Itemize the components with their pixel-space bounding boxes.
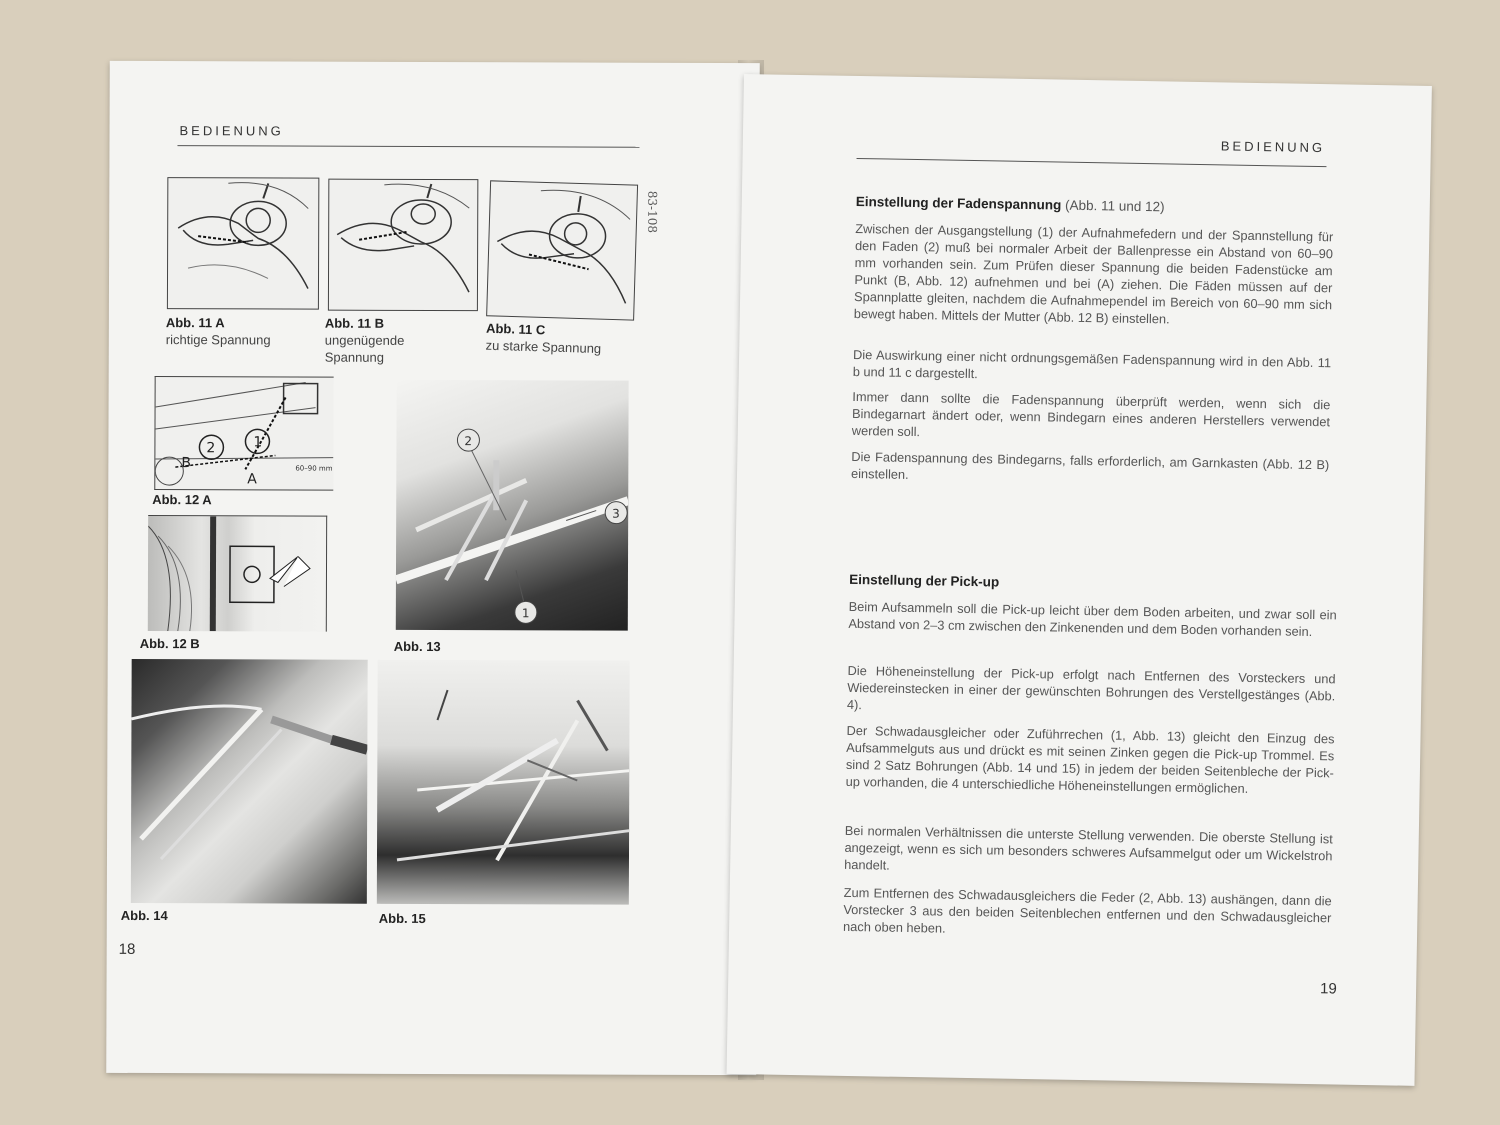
header-rule bbox=[857, 158, 1327, 167]
section-title-text: Einstellung der Pick-up bbox=[849, 571, 1000, 590]
figure-13-photo bbox=[396, 380, 629, 631]
figure-12b-caption bbox=[140, 635, 200, 652]
section-title-text: Einstellung der Fadenspannung bbox=[855, 193, 1062, 213]
figure-12a-mark-2: 2 bbox=[206, 440, 216, 457]
figure-12a-mark-1: 1 bbox=[253, 434, 263, 451]
section-title-pickup bbox=[849, 572, 999, 590]
figure-14-label: Abb. 14 bbox=[120, 907, 168, 924]
figure-14-photo bbox=[131, 659, 368, 904]
page-header: BEDIENUNG bbox=[1220, 138, 1326, 156]
right-page bbox=[727, 74, 1432, 1086]
section-title-ref: (Abb. 11 und 12) bbox=[1064, 197, 1165, 215]
figure-12b-label: Abb. 12 B bbox=[139, 635, 200, 652]
paragraph: Beim Aufsammeln soll die Pick-up leicht über dem Boden arbeiten, und zwar soll ein Abstand von 2–3 cm zwischen den Zinkenenden und dem Boden vorhanden sein. bbox=[848, 598, 1337, 640]
figure-11a-drawing bbox=[167, 177, 319, 310]
paragraph: Zum Entfernen des Schwadausgleichers die Feder (2, Abb. 13) aushängen, dann die Vorstecker 3 aus den beiden Seitenblechen entfernen und den Schwadausgleicher nach oben heben. bbox=[843, 884, 1332, 936]
figure-11b-text: ungenügende Spannung bbox=[324, 332, 405, 365]
figure-12a-mark-b: B bbox=[181, 455, 192, 472]
paragraph: Die Höheneinstellung der Pick-up erfolgt nach Entfernen des Vorsteckers und Wiedereinstecken in einer der gewünschten Bohrungen des Verstellgestänges (Abb. 4). bbox=[846, 662, 1336, 713]
figure-11a-text: richtige Spannung bbox=[165, 332, 271, 348]
figure-11b-drawing bbox=[328, 179, 478, 312]
figure-13-mark-3: 3 bbox=[612, 506, 620, 521]
figure-12a-label: Abb. 12 A bbox=[152, 492, 212, 508]
figure-11a-label: Abb. 11 A bbox=[165, 315, 225, 331]
figure-13-label: Abb. 13 bbox=[393, 638, 441, 655]
figure-11c-caption bbox=[485, 320, 602, 357]
figure-11c-label: Abb. 11 C bbox=[485, 320, 546, 338]
section-title-fadenspannung bbox=[856, 194, 1165, 214]
paragraph: Immer dann sollte die Fadenspannung überprüft werden, wenn sich die Bindegarnart ändert oder, wenn Bindegarn eines anderen Herstellers verwendet werden soll. bbox=[851, 388, 1331, 440]
figure-15-photo bbox=[377, 660, 630, 905]
paragraph: Die Auswirkung einer nicht ordnungsgemäßen Fadenspannung wird in den Abb. 11 b und 11 c dargestellt. bbox=[852, 346, 1332, 382]
figure-12a-caption bbox=[152, 491, 212, 508]
figure-13-caption bbox=[394, 638, 441, 655]
figure-11b-caption bbox=[325, 315, 435, 366]
figure-side-code: 83-108 bbox=[645, 190, 660, 234]
page-number-right: 19 bbox=[1319, 980, 1337, 998]
figure-11c-text: zu starke Spannung bbox=[485, 337, 602, 357]
figure-11a-caption bbox=[166, 314, 271, 348]
figure-11b-label: Abb. 11 B bbox=[324, 315, 385, 331]
paragraph: Zwischen der Ausgangstellung (1) der Aufnahmefedern und der Spannstellung für den Faden (2) muß bei normaler Arbeit der Ballenpresse ein Abstand von 60–90 mm vorhanden sein. Zum Prüfen dieser Spannung die beiden Fadenstücke am Punkt (B, Abb. 12) aufnehmen und bei (A) ziehen. Die Fäden müssen auf der Spannplatte gleiten, nachdem die Aufnahmependel im Bereich von 60–90 mm sich bewegt haben. Mittels der Mutter (Abb. 12 B) einstellen. bbox=[853, 220, 1334, 327]
header-rule bbox=[177, 145, 639, 148]
figure-13-mark-1: 1 bbox=[521, 606, 530, 621]
figure-15-label: Abb. 15 bbox=[378, 910, 426, 926]
page-header: BEDIENUNG bbox=[179, 123, 284, 139]
figure-12a-mark-distance: 60–90 mm bbox=[295, 464, 333, 473]
figure-13-mark-2: 2 bbox=[464, 434, 473, 449]
page-number-left: 18 bbox=[118, 940, 136, 958]
figure-14-caption bbox=[121, 907, 168, 924]
paragraph: Bei normalen Verhältnissen die unterste Stellung verwenden. Die oberste Stellung ist angezeigt, wenn es sich um besonders schweres Aufsammelgut oder um Wickelstroh handelt. bbox=[844, 822, 1333, 873]
figure-12a-drawing bbox=[154, 376, 333, 491]
paragraph: Die Fadenspannung des Bindegarns, falls erforderlich, am Garnkasten (Abb. 12 B) einstellen. bbox=[850, 448, 1330, 482]
figure-15-caption bbox=[379, 910, 426, 927]
figure-12a-mark-a: A bbox=[247, 471, 257, 488]
figure-12b-drawing bbox=[148, 515, 327, 632]
left-page bbox=[106, 61, 760, 1075]
figure-11c-drawing bbox=[486, 180, 638, 320]
paragraph: Der Schwadausgleicher oder Zuführrechen (1, Abb. 13) gleicht den Einzug des Aufsammelguts aus und drückt es mit seinen Zinken gegen die Pick-up Trommel. Es sind 2 Satz Bohrungen (Abb. 14 und 15) in jedem der beiden Seitenbleche der Pick-up vorhanden, die 4 unterschiedliche Höheneinstellungen ermöglichen. bbox=[845, 722, 1335, 796]
